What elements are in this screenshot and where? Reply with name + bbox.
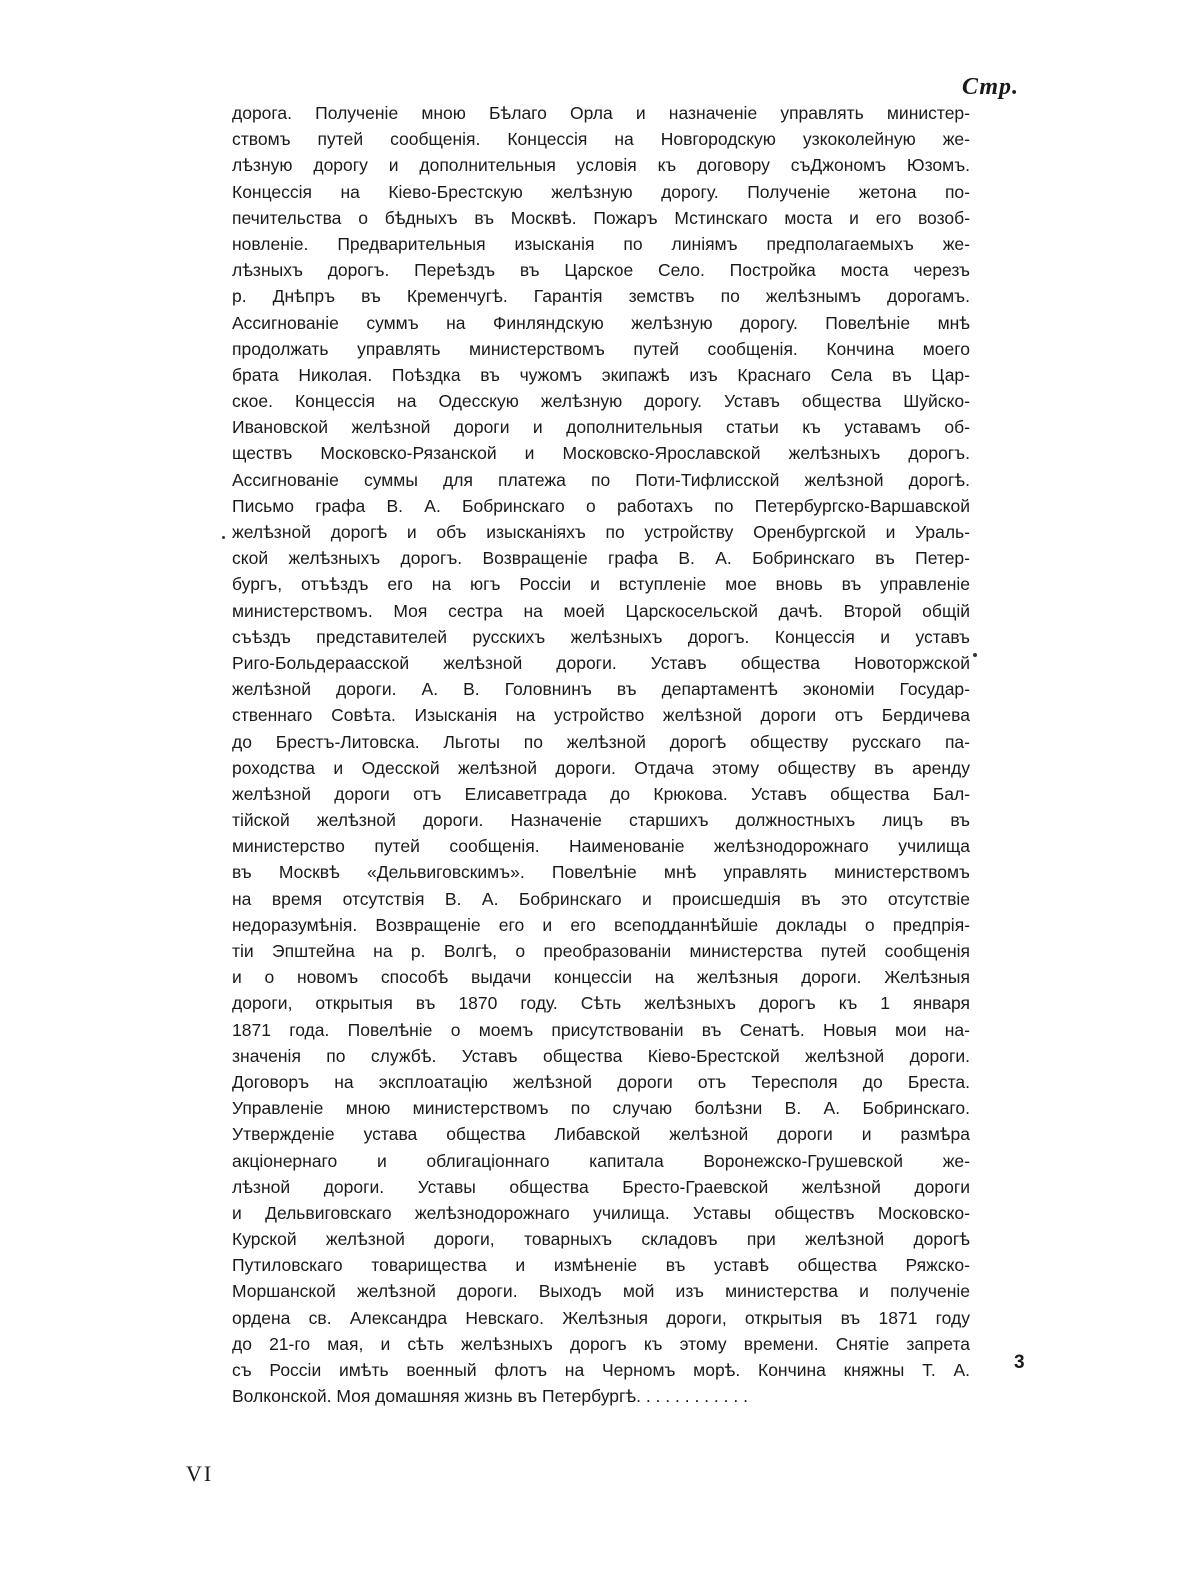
toc-line: Ивановской желѣзной дороги и дополнительныя статьи къ уставамъ об- (232, 417, 970, 438)
toc-line: Волконской. Моя домашняя жизнь въ Петербургѣ. . . . . . . . . . . . (232, 1386, 748, 1407)
toc-line: и Дельвиговскаго желѣзнодорожнаго училища. Уставы обществъ Московско- (232, 1202, 970, 1223)
toc-line: роходства и Одесской желѣзной дороги. Отдача этому обществу въ аренду (232, 757, 970, 778)
toc-line: дороги, открытыя въ 1870 году. Сѣть желѣзныхъ дорогъ къ 1 января (232, 993, 970, 1014)
toc-line: ское. Концессія на Одесскую желѣзную дорогу. Уставъ общества Шуйско- (232, 391, 970, 412)
toc-line: Моршанской желѣзной дороги. Выходъ мой изъ министерства и полученіе (232, 1281, 970, 1302)
toc-line: Договоръ на эксплоатацію желѣзной дороги отъ Тересполя до Бреста. (232, 1071, 970, 1092)
toc-line: желѣзной дороги отъ Елисаветграда до Крюкова. Уставъ общества Бал- (232, 783, 970, 804)
toc-line: Управленіе мною министерствомъ по случаю болѣзни В. А. Бобринскаго. (232, 1098, 970, 1119)
toc-line: и о новомъ способѣ выдачи концессіи на желѣзныя дороги. Желѣзныя (232, 967, 970, 988)
toc-line: до Брестъ-Литовска. Льготы по желѣзной дорогѣ обществу русскаго па- (232, 731, 970, 752)
toc-line: въ Москвѣ «Дельвиговскимъ». Повелѣніе мнѣ управлять министерствомъ (232, 862, 970, 883)
toc-line: Курской желѣзной дороги, товарныхъ складовъ при желѣзной дорогѣ (232, 1229, 970, 1250)
scan-speck (222, 536, 225, 539)
toc-line: р. Днѣпръ въ Кременчугѣ. Гарантія земствъ по желѣзнымъ дорогамъ. (232, 286, 970, 307)
toc-line: продолжать управлять министерствомъ путей сообщенія. Кончина моего (232, 338, 970, 359)
toc-line: желѣзной дорогѣ и объ изысканіяхъ по устройству Оренбургской и Ураль- (232, 522, 970, 542)
toc-line: дорога. Полученіе мною Бѣлаго Орла и назначеніе управлять министер- (232, 103, 970, 123)
scan-speck (973, 653, 977, 657)
toc-line: ственнаго Совѣта. Изысканія на устройство желѣзной дороги отъ Бердичева (232, 705, 970, 726)
toc-line: министерствомъ. Моя сестра на моей Царскосельской дачѣ. Второй общій (232, 600, 970, 621)
toc-line: Риго-Больдераасской желѣзной дороги. Уставъ общества Новоторжской (232, 652, 970, 673)
toc-line: акціонернаго и облигаціоннаго капитала Воронежско-Грушевской же- (232, 1150, 970, 1171)
toc-entry-text (232, 100, 970, 1409)
toc-entry-page-number: 3 (1014, 1352, 1025, 1373)
toc-line: министерство путей сообщенія. Наименованіе желѣзнодорожнаго училища (232, 836, 970, 857)
toc-line: съѣздъ представителей русскихъ желѣзныхъ дорогъ. Концессія и уставъ (232, 626, 970, 647)
toc-line: лѣзную дорогу и дополнительныя условія къ договору съДжономъ Юзомъ. (232, 155, 970, 176)
toc-line: ствомъ путей сообщенія. Концессія на Новгородскую узкоколейную же- (232, 129, 970, 150)
toc-line: на время отсутствія В. А. Бобринскаго и происшедшія въ это отсутствіе (232, 888, 970, 909)
toc-line: Ассигнованіе суммы для платежа по Поти-Тифлисской желѣзной дорогѣ. (232, 469, 970, 490)
toc-line: Концессія на Кіево-Брестскую желѣзную дорогу. Полученіе жетона по- (232, 181, 970, 202)
toc-line: ской желѣзныхъ дорогъ. Возвращеніе графа В. А. Бобринскаго въ Петер- (232, 548, 970, 569)
toc-line: Утвержденіе устава общества Либавской желѣзной дороги и размѣра (232, 1124, 970, 1145)
toc-line: значенія по службѣ. Уставъ общества Кіево-Брестской желѣзной дороги. (232, 1045, 970, 1066)
toc-line: лѣзной дороги. Уставы общества Бресто-Граевской желѣзной дороги (232, 1176, 970, 1197)
toc-line: печительства о бѣдныхъ въ Москвѣ. Пожаръ Мстинскаго моста и его возоб- (232, 207, 970, 228)
toc-line: Путиловскаго товарищества и измѣненіе въ уставѣ общества Ряжско- (232, 1255, 970, 1276)
toc-line: съ Россіи имѣть военный флотъ на Черномъ морѣ. Кончина княжны Т. А. (232, 1360, 970, 1380)
toc-line: тійской желѣзной дороги. Назначеніе старшихъ должностныхъ лицъ въ (232, 810, 970, 831)
toc-line: Ассигнованіе суммъ на Финляндскую желѣзную дорогу. Повелѣніе мнѣ (232, 312, 970, 333)
toc-line: ществъ Московско-Рязанской и Московско-Ярославской желѣзныхъ дорогъ. (232, 443, 970, 464)
toc-line: желѣзной дороги. А. В. Головнинъ въ департаментѣ экономіи Государ- (232, 679, 970, 700)
page-column-heading: Стр. (962, 74, 1020, 100)
toc-line: ордена св. Александра Невскаго. Желѣзныя дороги, открытыя въ 1871 году (232, 1307, 970, 1328)
toc-line: бургъ, отъѣздъ его на югъ Россіи и вступленіе мое вновь въ управленіе (232, 574, 970, 595)
toc-line: Письмо графа В. А. Бобринскаго о работахъ по Петербургско-Варшавской (232, 495, 970, 516)
toc-line: лѣзныхъ дорогъ. Переѣздъ въ Царское Село. Постройка моста черезъ (232, 260, 970, 281)
toc-line: тіи Эпштейна на р. Волгѣ, о преобразованіи министерства путей сообщенія (232, 941, 970, 961)
toc-line: до 21-го мая, и сѣть желѣзныхъ дорогъ къ этому времени. Снятіе запрета (232, 1333, 970, 1354)
toc-line: брата Николая. Поѣздка въ чужомъ экипажѣ изъ Краснаго Села въ Цар- (232, 364, 970, 385)
toc-line: 1871 года. Повелѣніе о моемъ присутствованіи въ Сенатѣ. Новыя мои на- (232, 1019, 970, 1040)
toc-line: недоразумѣнія. Возвращеніе его и его всеподданнѣйшіе доклады о предпрія- (232, 914, 970, 935)
toc-line: новленіе. Предварительныя изысканія по линіямъ предполагаемыхъ же- (232, 233, 970, 254)
page-folio: VI (186, 1461, 214, 1486)
